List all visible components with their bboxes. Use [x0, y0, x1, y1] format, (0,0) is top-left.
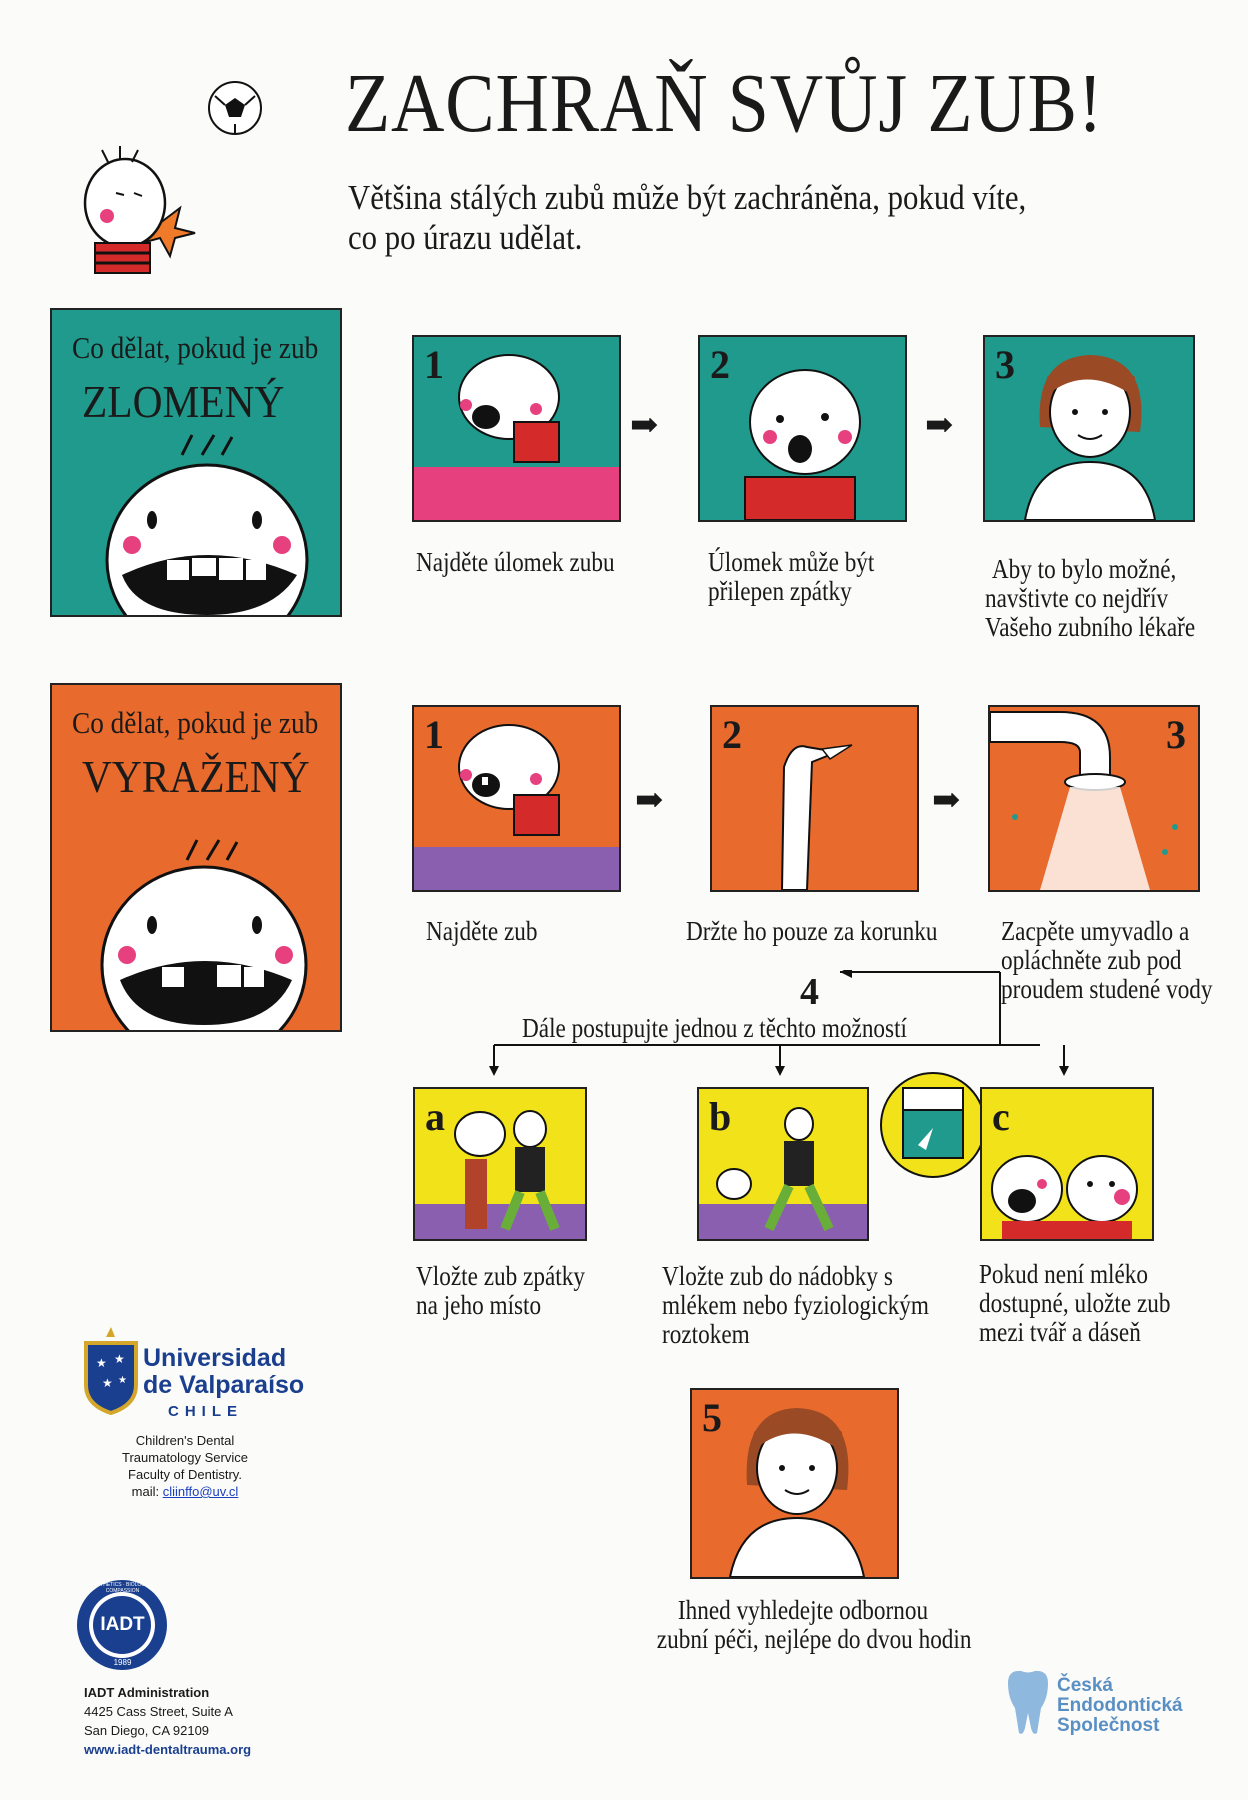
soccer-kid-illustration	[50, 78, 280, 278]
iadt-year: 1989	[113, 1658, 132, 1667]
ces-line-3: Společnost	[1057, 1715, 1160, 1736]
knocked-caption-line-2: VYRAŽENÝ	[82, 751, 310, 802]
uv-info	[70, 1432, 300, 1500]
arrow-icon: ➡	[932, 782, 961, 819]
broken-step-2-number: 2	[710, 342, 730, 387]
knocked-step-1-text	[426, 917, 538, 946]
tooth-logo-icon	[1003, 1668, 1053, 1743]
option-c-line-3: mezi tvář a dáseň	[979, 1317, 1141, 1347]
broken-step-1-text	[416, 548, 615, 577]
svg-text:★: ★	[102, 1376, 113, 1390]
subtitle-line-1: Většina stálých zubů může být zachráněna, pokud víte,	[348, 178, 1027, 217]
broken-step-3-line-2: navštivte co nejdřív	[985, 583, 1169, 613]
option-a-line-1: Vložte zub zpátky	[416, 1261, 585, 1291]
broken-step-2-panel	[698, 335, 907, 522]
step-4-number: 4	[800, 971, 819, 1013]
knocked-tooth-face-icon	[92, 830, 312, 1030]
subtitle-line-2: co po úrazu udělat.	[348, 218, 583, 257]
uv-info-line-1: Children's Dental	[135, 1433, 235, 1448]
iadt-line-3: San Diego, CA 92109	[84, 1723, 210, 1738]
svg-text:★: ★	[96, 1356, 107, 1370]
knocked-step-1-line-1: Najděte zub	[426, 916, 538, 946]
knocked-step-2-line-1: Držte ho pouze za korunku	[686, 916, 938, 946]
iadt-line-1: IADT Administration	[84, 1685, 210, 1700]
option-b-line-2: mlékem nebo fyziologickým	[662, 1290, 929, 1320]
iadt-url-link[interactable]: www.iadt-dentaltrauma.org	[84, 1742, 252, 1757]
option-b-panel	[697, 1087, 869, 1241]
uv-country: CHILE	[168, 1403, 243, 1420]
step-5-panel	[690, 1388, 899, 1579]
broken-step-1-panel	[412, 335, 621, 522]
option-b-text	[662, 1262, 929, 1349]
broken-step-3-number: 3	[995, 342, 1015, 387]
arrow-icon: ➡	[635, 782, 664, 819]
knocked-caption-line-1: Co dělat, pokud je zub	[72, 705, 319, 740]
step-4-connector-arrow	[1054, 1042, 1074, 1082]
broken-step-3-text	[985, 555, 1195, 642]
knocked-step-3-line-3: proudem studené vody	[1001, 974, 1213, 1004]
iadt-line-2: 4425 Cass Street, Suite A	[84, 1704, 233, 1719]
step-4-text: Dále postupujte jednou z těchto možností	[522, 1013, 907, 1043]
knocked-step-1-number: 1	[424, 712, 444, 757]
uv-name	[143, 1345, 304, 1399]
option-a-line-2: na jeho místo	[416, 1290, 542, 1320]
broken-step-2-line-1: Úlomek může být	[708, 547, 875, 577]
uv-name-line-2: de Valparaíso	[143, 1371, 305, 1399]
page-subtitle	[348, 178, 1026, 258]
svg-text:★: ★	[118, 1375, 127, 1386]
knocked-step-2-number: 2	[722, 712, 742, 757]
option-b-line-3: roztokem	[662, 1319, 750, 1349]
option-c-line-2: dostupné, uložte zub	[979, 1288, 1171, 1318]
option-a-letter: a	[425, 1094, 445, 1139]
page-title: ZACHRAŇ SVŮJ ZUB!	[345, 57, 1104, 150]
step-5-line-1: Ihned vyhledejte odbornou	[677, 1595, 929, 1625]
knocked-step-3-line-2: opláchněte zub pod	[1001, 945, 1182, 975]
option-a-panel	[413, 1087, 587, 1241]
uv-name-line-1: Universidad	[143, 1344, 287, 1372]
option-c-panel	[980, 1087, 1154, 1241]
broken-caption-line-2: ZLOMENÝ	[82, 376, 285, 427]
broken-step-2-text	[708, 548, 874, 606]
ces-line-1: Česká	[1057, 1675, 1113, 1696]
iadt-info	[84, 1683, 251, 1759]
uv-mail-label: mail:	[131, 1484, 160, 1499]
iadt-ring-text: ESTHETICS · BIOLOGY · COMPASSION	[93, 1582, 152, 1594]
arrow-icon: ➡	[630, 407, 659, 444]
knocked-step-2-text	[686, 917, 937, 946]
iadt-logo-text: IADT	[100, 1614, 145, 1635]
iadt-logo	[75, 1578, 170, 1678]
knocked-out-category	[50, 683, 342, 1032]
option-c-letter: c	[992, 1094, 1010, 1139]
ces-line-2: Endodontická	[1057, 1695, 1183, 1716]
ces-name	[1057, 1676, 1183, 1736]
knocked-step-3-panel	[988, 705, 1200, 892]
uv-info-line-3: Faculty of Dentistry.	[128, 1467, 242, 1482]
milk-container-icon	[878, 1070, 988, 1185]
broken-step-3-line-3: Vašeho zubního lékaře	[985, 612, 1196, 642]
broken-step-1-number: 1	[424, 342, 444, 387]
broken-step-1-line-1: Najděte úlomek zubu	[416, 547, 615, 577]
uv-info-line-2: Traumatology Service	[122, 1450, 248, 1465]
option-b-letter: b	[709, 1094, 732, 1139]
arrow-icon: ➡	[925, 407, 954, 444]
knocked-step-3-number: 3	[1166, 712, 1186, 757]
uv-mail-row	[70, 1483, 300, 1500]
option-c-line-1: Pokud není mléko	[979, 1259, 1148, 1289]
uv-logo-icon	[82, 1325, 140, 1420]
broken-caption-line-1: Co dělat, pokud je zub	[72, 330, 319, 365]
knocked-step-2-panel	[710, 705, 919, 892]
option-b-line-1: Vložte zub do nádobky s	[662, 1261, 893, 1291]
broken-step-3-panel	[983, 335, 1195, 522]
step-5-text	[656, 1595, 972, 1654]
step-5-number: 5	[702, 1395, 722, 1440]
knocked-step-1-panel	[412, 705, 621, 892]
broken-step-3-line-1: Aby to bylo možné,	[991, 554, 1177, 584]
svg-text:★: ★	[114, 1352, 125, 1366]
uv-mail-link[interactable]: cliinffo@uv.cl	[162, 1484, 239, 1499]
step-5-line-2: zubní péči, nejlépe do dvou hodin	[656, 1624, 972, 1654]
option-c-text	[979, 1260, 1171, 1347]
broken-step-2-line-2: přilepen zpátky	[708, 576, 852, 606]
knocked-step-3-line-1: Zacpěte umyvadlo a	[1001, 916, 1190, 946]
option-a-text	[416, 1262, 585, 1320]
broken-tooth-face-icon	[92, 425, 312, 615]
broken-tooth-category	[50, 308, 342, 617]
